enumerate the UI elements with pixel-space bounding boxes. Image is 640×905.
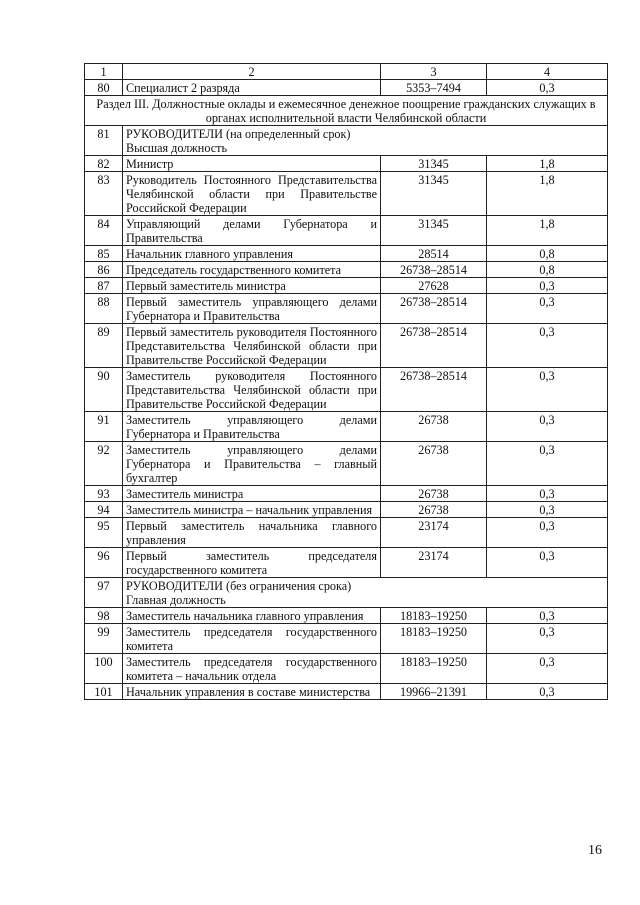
row-number: 86 [85,262,123,278]
row-number: 98 [85,608,123,624]
position-title: Начальник управления в составе министерства [123,684,381,700]
table-row [85,548,608,578]
group-subtitle: Главная должность [126,593,226,607]
salary-range: 23174 [381,548,487,578]
coefficient: 0,3 [487,624,608,654]
coefficient: 0,3 [487,486,608,502]
salary-range: 31345 [381,156,487,172]
coefficient: 0,3 [487,654,608,684]
position-title: Министр [123,156,381,172]
salary-range: 26738 [381,442,487,486]
table-row [85,486,608,502]
row-number: 90 [85,368,123,412]
row-number: 101 [85,684,123,700]
table-row [85,80,608,96]
coefficient: 1,8 [487,216,608,246]
coefficient: 0,3 [487,80,608,96]
row-number: 84 [85,216,123,246]
row-number: 81 [85,126,123,156]
position-title: Председатель государственного комитета [123,262,381,278]
position-title: Специалист 2 разряда [123,80,381,96]
coefficient: 0,3 [487,518,608,548]
group-subtitle: Высшая должность [126,141,228,155]
salary-range: 5353–7494 [381,80,487,96]
position-title: Первый заместитель начальника главного управления [123,518,381,548]
table-row [85,518,608,548]
table-row [85,368,608,412]
position-title: Заместитель министра – начальник управления [123,502,381,518]
coefficient: 0,8 [487,262,608,278]
table-row [85,246,608,262]
table-header-row [85,64,608,80]
coefficient: 0,8 [487,246,608,262]
section-row [85,96,608,126]
group-row [85,126,608,156]
salary-range: 26738 [381,502,487,518]
row-number: 85 [85,246,123,262]
table-row [85,442,608,486]
position-title: Заместитель управляющего делами Губернатора и Правительства – главный бухгалтер [123,442,381,486]
position-title: Управляющий делами Губернатора и Правительства [123,216,381,246]
salary-range: 26738–28514 [381,294,487,324]
row-number: 87 [85,278,123,294]
position-title: Заместитель министра [123,486,381,502]
salary-range: 28514 [381,246,487,262]
coefficient: 0,3 [487,502,608,518]
row-number: 92 [85,442,123,486]
salary-range: 26738 [381,486,487,502]
coefficient: 0,3 [487,684,608,700]
table-row [85,278,608,294]
coefficient: 0,3 [487,412,608,442]
table-row [85,502,608,518]
table-row [85,608,608,624]
header-cell: 2 [123,64,381,80]
group-heading [123,578,608,608]
group-title: РУКОВОДИТЕЛИ (на определенный срок) [126,127,351,141]
group-title: РУКОВОДИТЕЛИ (без ограничения срока) [126,579,352,593]
salary-range: 23174 [381,518,487,548]
group-heading [123,126,608,156]
salary-range: 18183–19250 [381,624,487,654]
coefficient: 0,3 [487,278,608,294]
salary-range: 31345 [381,172,487,216]
table-row [85,216,608,246]
position-title: Начальник главного управления [123,246,381,262]
row-number: 100 [85,654,123,684]
row-number: 96 [85,548,123,578]
row-number: 83 [85,172,123,216]
row-number: 97 [85,578,123,608]
coefficient: 0,3 [487,548,608,578]
table-row [85,624,608,654]
coefficient: 0,3 [487,608,608,624]
position-title: Заместитель руководителя Постоянного Представительства Челябинской области при Правительстве Российской Федерации [123,368,381,412]
row-number: 95 [85,518,123,548]
salary-range: 31345 [381,216,487,246]
row-number: 99 [85,624,123,654]
coefficient: 1,8 [487,172,608,216]
salary-range: 26738 [381,412,487,442]
page-number: 16 [588,843,602,858]
table-row [85,412,608,442]
position-title: Первый заместитель министра [123,278,381,294]
coefficient: 0,3 [487,294,608,324]
table-row [85,294,608,324]
position-title: Заместитель начальника главного управления [123,608,381,624]
salary-range: 27628 [381,278,487,294]
coefficient: 0,3 [487,324,608,368]
header-cell: 3 [381,64,487,80]
salary-range: 18183–19250 [381,608,487,624]
table-row [85,654,608,684]
position-title: Заместитель управляющего делами Губернатора и Правительства [123,412,381,442]
section-heading: Раздел III. Должностные оклады и ежемесячное денежное поощрение гражданских служащих в органах исполнительной власти Челябинской области [85,96,608,126]
coefficient: 0,3 [487,442,608,486]
coefficient: 1,8 [487,156,608,172]
position-title: Первый заместитель управляющего делами Губернатора и Правительства [123,294,381,324]
row-number: 89 [85,324,123,368]
row-number: 80 [85,80,123,96]
row-number: 94 [85,502,123,518]
row-number: 82 [85,156,123,172]
table-row [85,262,608,278]
position-title: Заместитель председателя государственного комитета [123,624,381,654]
salary-range: 26738–28514 [381,368,487,412]
table-row [85,684,608,700]
group-row [85,578,608,608]
table-row [85,172,608,216]
position-title: Первый заместитель председателя государственного комитета [123,548,381,578]
salary-table [84,63,608,700]
position-title: Первый заместитель руководителя Постоянного Представительства Челябинской области при Правительстве Российской Федерации [123,324,381,368]
row-number: 93 [85,486,123,502]
salary-range: 26738–28514 [381,262,487,278]
table-row [85,156,608,172]
salary-range: 26738–28514 [381,324,487,368]
row-number: 91 [85,412,123,442]
position-title: Заместитель председателя государственного комитета – начальник отдела [123,654,381,684]
salary-range: 19966–21391 [381,684,487,700]
coefficient: 0,3 [487,368,608,412]
position-title: Руководитель Постоянного Представительства Челябинской области при Правительстве Российской Федерации [123,172,381,216]
header-cell: 1 [85,64,123,80]
table-row [85,324,608,368]
header-cell: 4 [487,64,608,80]
salary-range: 18183–19250 [381,654,487,684]
row-number: 88 [85,294,123,324]
